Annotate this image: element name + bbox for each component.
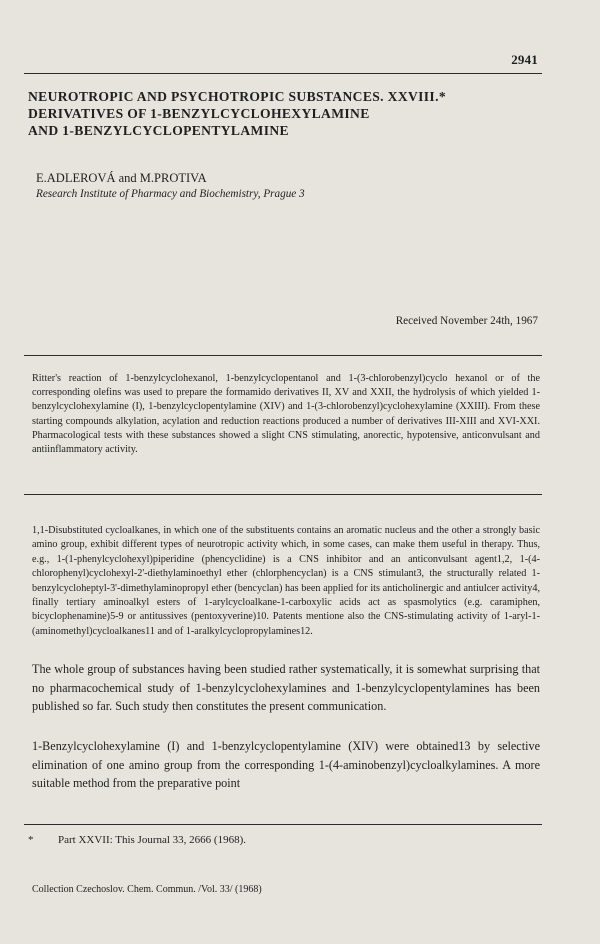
footnote [28,834,540,846]
page-number: 2941 [511,52,538,67]
title-line-2: DERIVATIVES OF 1-BENZYLCYCLOHEXYLAMINE [28,106,370,121]
article-title [28,88,542,139]
body-paragraph-3: 1-Benzylcyclohexylamine (I) and 1-benzylcyclopentylamine (XIV) were obtained13 by selective elimination of one amino group from the corresponding 1-(4-aminobenzyl)cycloalkylamines. A more suitable method from the preparative point [32,739,540,791]
footnote-marker: * [28,834,34,846]
author-affiliation: Research Institute of Pharmacy and Biochemistry, Prague 3 [36,188,305,200]
footnote-text: Part XXVII: This Journal 33, 2666 (1968). [58,834,246,846]
body-paragraph-2: The whole group of substances having been studied rather systematically, it is somewhat surprising that no pharmacochemical study of 1-benzylcyclohexylamines and 1-benzylcyclopentylamines has been published so far. Such study then constitutes the present communication. [32,662,540,714]
title-line-3: AND 1-BENZYLCYCLOPENTYLAMINE [28,123,289,138]
header-rule [24,73,542,74]
title-line-1: NEUROTROPIC AND PSYCHOTROPIC SUBSTANCES. XXVIII.* [28,89,446,104]
received-date: Received November 24th, 1967 [395,315,538,327]
abstract-top-rule [24,355,542,356]
abstract-bottom-rule [24,494,542,495]
intro-paragraph: 1,1-Disubstituted cycloalkanes, in which one of the substituents contains an aromatic nucleus and the other a strongly basic amino group, exhibit different types of neurotropic activity which, in some cases, can make them useful in therapy. Thus, e.g., 1-(1-phenylcyclohexyl)piperidine (phencyclidine) is a CNS inhibitor and an anticonvulsant agent1,2, 1-(4-chlorophenyl)cyclohexyl-2'-diethylaminoethyl ether (chlorphencyclan) is a CNS stimulant3, the structurally related 1-benzylcycloheptyl-3'-dimethylaminopropyl ether (bencyclan) has been applied for its anticholinergic and antiulcer activity4, finally tertiary aminoalkyl esters of 1-arylcycloalkane-1-carboxylic acids act as spasmolytics (e.g. caramiphen, bicyclophenamine)5-9 or antitussives (pentoxyverine)10. Patents mentione also the CNS-stimulating activity of 1-aryl-1-(aminomethyl)cycloalkanes11 and of 1-aralkylcyclopropylamines12. [32,525,540,637]
abstract-text: Ritter's reaction of 1-benzylcyclohexanol, 1-benzylcyclopentanol and 1-(3-chlorobenzyl)cyclo hexanol or of the corresponding olefins was used to prepare the formamido derivatives II, XV and XXII, the hydrolysis of which yielded 1-benzylcyclohexylamine (I), 1-benzylcyclopentylamine (XIV) and 1-(3-chlorobenzyl)cyclohexylamine (XXIII). From these starting compounds alkylation, acylation and reduction reactions produced a number of derivatives III-XIII and XVI-XXI. Pharmacological tests with these substances showed a slight CNS stimulating, anorectic, hypotensive, anticonvulsant and antiinflammatory activity. [32,373,540,456]
author-names: E.ADLEROVÁ and M.PROTIVA [36,171,207,185]
journal-footer: Collection Czechoslov. Chem. Commun. /Vol. 33/ (1968) [32,884,262,895]
footnote-rule [24,824,542,825]
